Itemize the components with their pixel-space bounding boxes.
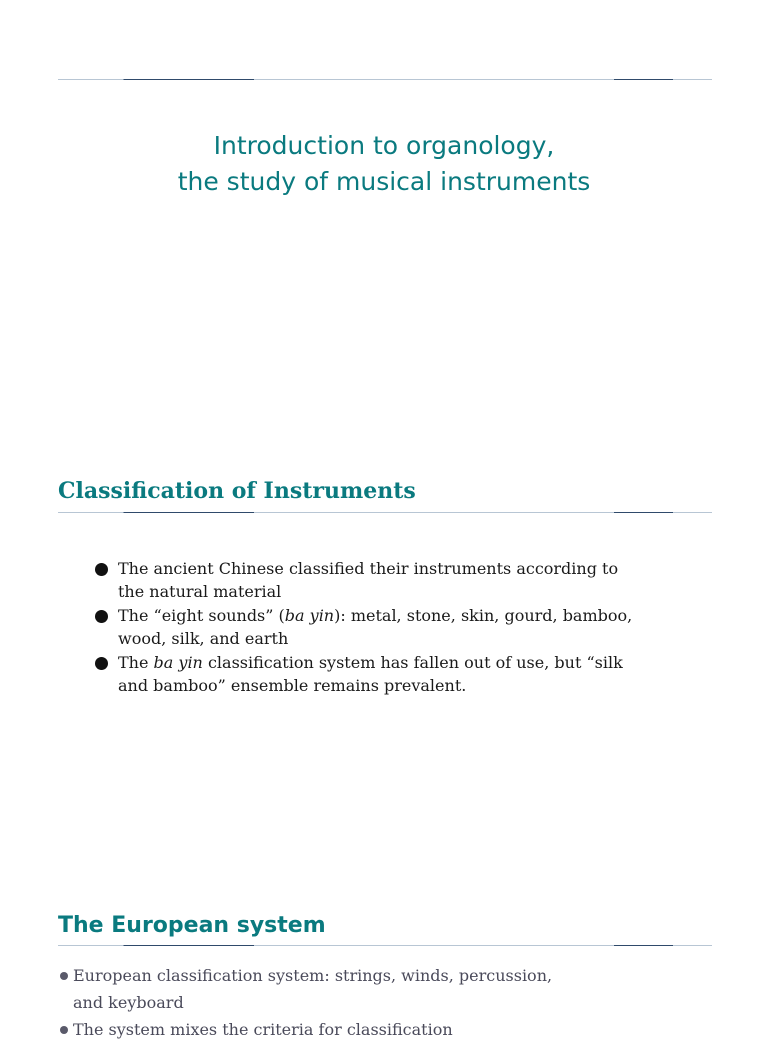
classification-divider xyxy=(58,512,712,513)
classification-heading: Classification of Instruments xyxy=(58,478,416,504)
bullet-dot-icon xyxy=(95,563,108,576)
bullet-dot-icon xyxy=(95,657,108,670)
bullet-dot-icon xyxy=(60,1026,68,1034)
european-bullet-list xyxy=(58,962,578,1043)
bullet-italic-term: ba yin xyxy=(284,605,335,625)
bullet-text-after: classification system has fallen out of use, but “silk and bamboo” ensemble remains prevalent. xyxy=(118,652,623,696)
bullet-dot-icon xyxy=(60,972,68,980)
bullet-dot-icon xyxy=(95,610,108,623)
bullet-text-before: The xyxy=(118,652,154,672)
list-item xyxy=(58,962,578,1016)
slide-title-line-1: Introduction to organology, xyxy=(213,131,555,160)
list-item xyxy=(95,557,635,604)
bullet-text: The ancient Chinese classified their instruments according to the natural material xyxy=(118,559,619,602)
slide-title-line-2: the study of musical instruments xyxy=(177,167,591,196)
bullet-text-before: The “eight sounds” ( xyxy=(118,605,285,625)
classification-bullet-list xyxy=(95,557,635,697)
bullet-text: The system mixes the criteria for classification xyxy=(73,1020,453,1039)
european-system-heading: The European system xyxy=(58,913,326,938)
bullet-text: European classification system: strings, winds, percussion, and keyboard xyxy=(73,966,553,1012)
list-item xyxy=(95,604,635,651)
list-item xyxy=(58,1016,578,1043)
list-item xyxy=(95,651,635,698)
european-system-divider xyxy=(58,945,712,946)
bullet-text-after: ): metal, stone, skin, gourd, bamboo, wood, silk, and earth xyxy=(118,605,633,649)
top-divider xyxy=(58,79,712,80)
bullet-italic-term: ba yin xyxy=(153,652,203,672)
slide-title xyxy=(0,128,768,200)
